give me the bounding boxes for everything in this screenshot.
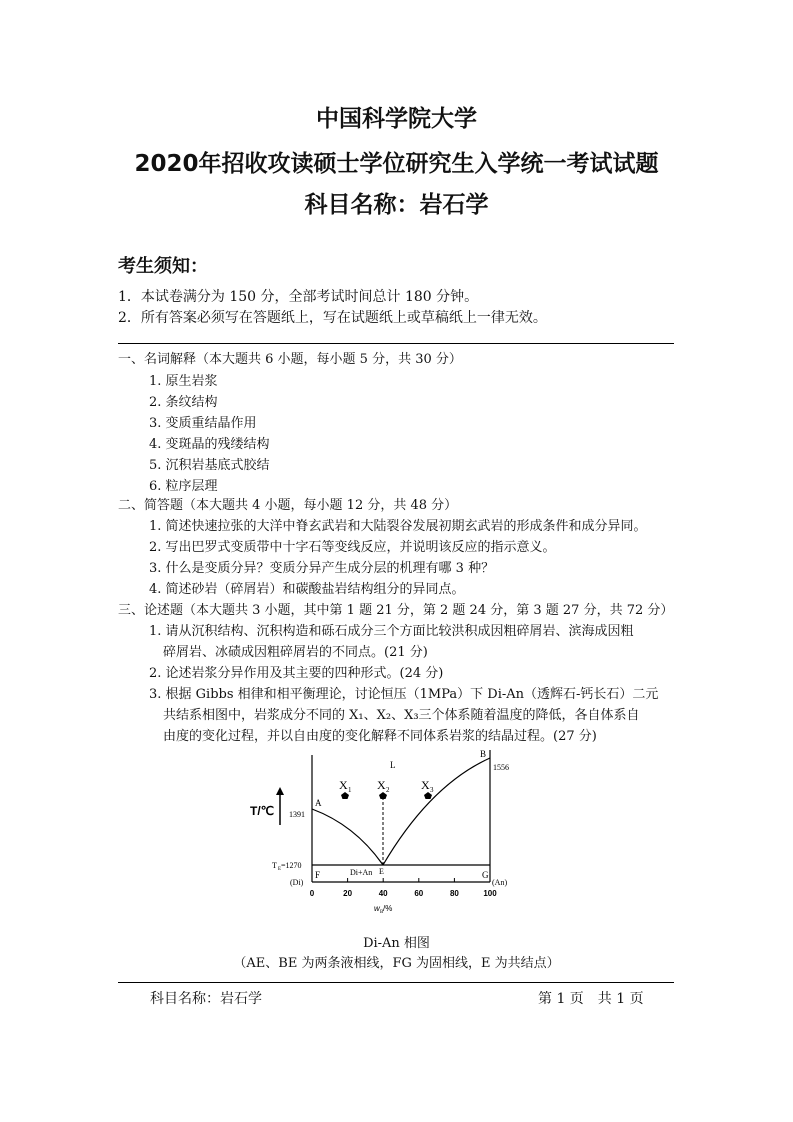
question-item: 2. 论述岩浆分异作用及其主要的四种形式。(24 分)	[149, 666, 444, 681]
svg-text:40: 40	[378, 889, 388, 898]
svg-text:0: 0	[309, 889, 315, 898]
question-item: 4. 简述砂岩（碎屑岩）和碳酸盐岩结构组分的异同点。	[149, 582, 465, 597]
svg-text:60: 60	[414, 889, 424, 898]
svg-text:1556: 1556	[493, 763, 509, 772]
svg-text:E: E	[379, 867, 384, 876]
section-heading: 三、论述题（本大题共 3 小题，其中第 1 题 21 分，第 2 题 24 分，第 3 题 27 分，共 72 分）	[118, 603, 674, 618]
svg-text:T: T	[272, 861, 277, 870]
svg-text:(Di): (Di)	[290, 878, 304, 887]
footer-divider	[118, 982, 674, 983]
svg-text:100: 100	[483, 889, 497, 898]
svg-text:Di+An: Di+An	[350, 868, 373, 877]
question-item-cont: 共结系相图中，岩浆成分不同的 X₁、X₂、X₃三个体系随着温度的降低，各自体系自	[163, 708, 640, 723]
exam-title: 2020年招收攻读硕士学位研究生入学统一考试试题	[134, 151, 659, 177]
svg-text:20: 20	[343, 889, 353, 898]
svg-text:T/℃: T/℃	[250, 804, 275, 818]
question-item: 5. 沉积岩基底式胶结	[149, 458, 270, 473]
section-heading: 一、名词解释（本大题共 6 小题，每小题 5 分，共 30 分）	[118, 352, 462, 367]
notice-heading: 考生须知：	[118, 256, 208, 277]
svg-text:B: B	[380, 910, 384, 915]
section-heading: 二、简答题（本大题共 4 小题，每小题 12 分，共 48 分）	[118, 498, 458, 513]
svg-text:(An): (An)	[492, 878, 508, 887]
svg-text:1391: 1391	[289, 810, 305, 819]
notice-item: 1．本试卷满分为 150 分，全部考试时间总计 180 分钟。	[118, 289, 479, 305]
svg-text:=1270: =1270	[281, 861, 302, 870]
svg-text:L: L	[390, 760, 396, 770]
svg-text:3: 3	[430, 786, 434, 794]
svg-text:X: X	[377, 778, 386, 792]
question-item: 3. 变质重结晶作用	[149, 416, 257, 431]
divider	[118, 343, 674, 344]
question-item: 2. 条纹结构	[149, 395, 218, 410]
svg-text:2: 2	[386, 786, 390, 794]
question-item: 3. 根据 Gibbs 相律和相平衡理论，讨论恒压（1MPa）下 Di-An（透辉石-钙长石）二元	[149, 687, 659, 702]
phase-diagram	[240, 745, 540, 920]
notice-item: 2．所有答案必须写在答题纸上，写在试题纸上或草稿纸上一律无效。	[118, 310, 547, 326]
university-title: 中国科学院大学	[316, 106, 477, 132]
footer-subject: 科目名称：岩石学	[150, 991, 262, 1007]
chart-title: Di-An 相图	[363, 936, 430, 951]
svg-text:G: G	[482, 870, 489, 880]
question-item: 6. 粒序层理	[149, 479, 218, 494]
question-item-cont: 由度的变化过程，并以自由度的变化解释不同体系岩浆的结晶过程。(27 分)	[163, 729, 597, 744]
chart-caption: （AE、BE 为两条液相线，FG 为固相线，E 为共结点）	[233, 956, 560, 971]
svg-text:1: 1	[348, 786, 352, 794]
footer-page: 第 1 页 共 1 页	[538, 991, 644, 1007]
svg-text:80: 80	[449, 889, 459, 898]
svg-text:w: w	[374, 904, 380, 913]
question-item: 3. 什么是变质分异？变质分异产生成分层的机理有哪 3 种？	[149, 561, 495, 576]
subject-title: 科目名称：岩石学	[304, 192, 489, 218]
svg-text:X: X	[421, 778, 430, 792]
question-item-cont: 碎屑岩、冰碛成因粗碎屑岩的不同点。(21 分)	[163, 645, 428, 660]
question-item: 1. 原生岩浆	[149, 374, 218, 389]
svg-text:A: A	[315, 798, 322, 808]
svg-text:E: E	[278, 867, 282, 872]
question-item: 2. 写出巴罗式变质带中十字石等变线反应，并说明该反应的指示意义。	[149, 540, 556, 555]
question-item: 4. 变斑晶的残缕结构	[149, 437, 270, 452]
svg-text:X: X	[339, 778, 348, 792]
svg-text:/%: /%	[383, 904, 393, 913]
question-item: 1. 简述快速拉张的大洋中脊玄武岩和大陆裂谷发展初期玄武岩的形成条件和成分异同。	[149, 519, 647, 534]
question-item: 1. 请从沉积结构、沉积构造和砾石成分三个方面比较洪积成因粗碎屑岩、滨海成因粗	[149, 624, 634, 639]
svg-text:F: F	[315, 870, 321, 880]
svg-text:B: B	[480, 749, 487, 759]
